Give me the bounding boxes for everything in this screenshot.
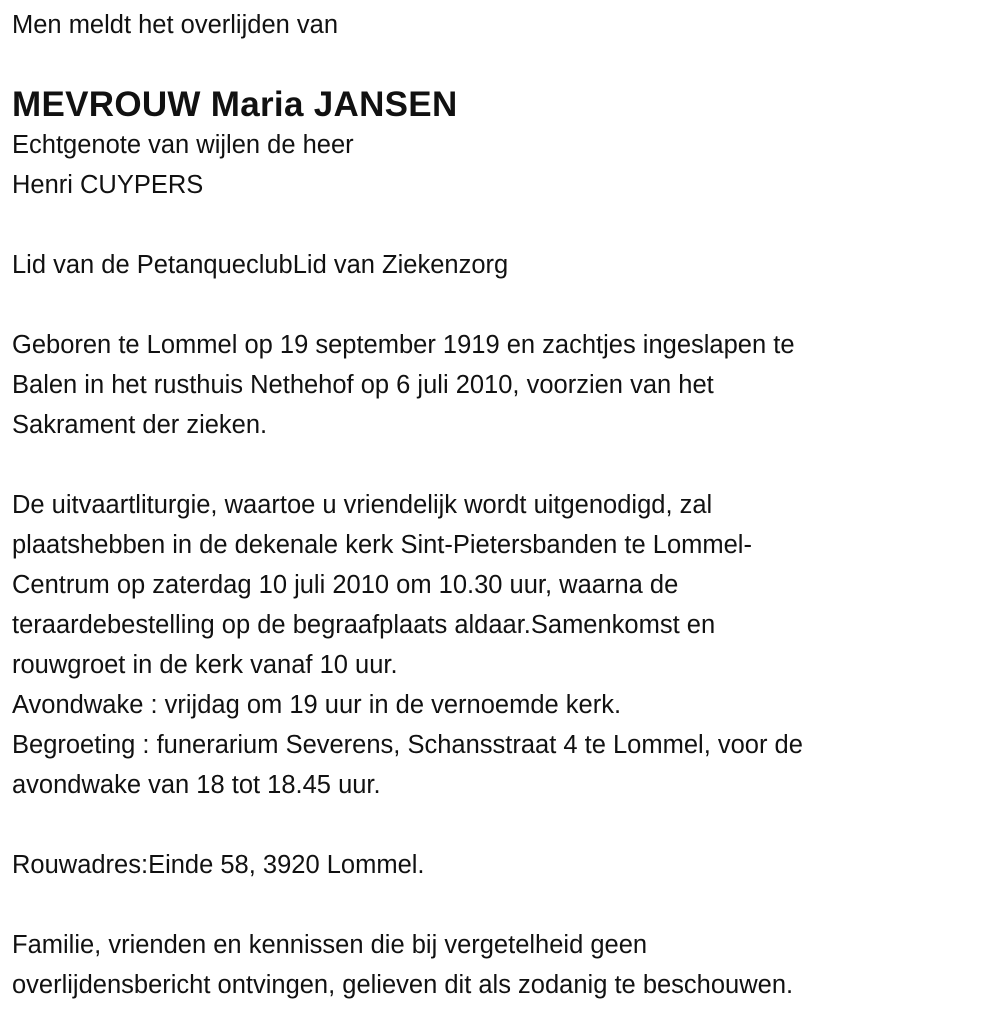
spouse-line: Echtgenote van wijlen de heer (12, 131, 354, 159)
paragraph-line: Begroeting : funerarium Severens, Schansstraat 4 te Lommel, voor de (12, 731, 803, 759)
birth-death-paragraph (12, 325, 992, 445)
paragraph-line: avondwake van 18 tot 18.45 uur. (12, 771, 381, 799)
paragraph-line: teraardebestelling op de begraafplaats aldaar.Samenkomst en (12, 611, 716, 639)
spouse-section (12, 125, 992, 205)
closing-paragraph (12, 925, 992, 1005)
paragraph-line: rouwgroet in de kerk vanaf 10 uur. (12, 651, 398, 679)
paragraph-line: Avondwake : vrijdag om 19 uur in de vernoemde kerk. (12, 691, 622, 719)
deceased-name: MEVROUW Maria JANSEN (12, 85, 458, 124)
paragraph-line: De uitvaartliturgie, waartoe u vriendelijk wordt uitgenodigd, zal (12, 491, 713, 519)
paragraph-line: Balen in het rusthuis Nethehof op 6 juli 2010, voorzien van het (12, 371, 714, 399)
paragraph-line: Geboren te Lommel op 19 september 1919 en zachtjes ingeslapen te (12, 331, 795, 359)
paragraph-line: Familie, vrienden en kennissen die bij vergetelheid geen (12, 931, 648, 959)
paragraph-line: Sakrament der zieken. (12, 411, 268, 439)
paragraph-line: plaatshebben in de dekenale kerk Sint-Pietersbanden te Lommel- (12, 531, 752, 559)
mourning-address: Rouwadres:Einde 58, 3920 Lommel. (12, 851, 425, 879)
funeral-paragraph (12, 485, 992, 805)
spouse-name: Henri CUYPERS (12, 171, 204, 199)
obituary-notice (12, 5, 992, 1005)
membership-text: Lid van de PetanqueclubLid van Ziekenzorg (12, 251, 509, 279)
intro-text: Men meldt het overlijden van (12, 11, 339, 39)
paragraph-line: Centrum op zaterdag 10 juli 2010 om 10.30 uur, waarna de (12, 571, 679, 599)
paragraph-line: overlijdensbericht ontvingen, gelieven dit als zodanig te beschouwen. (12, 971, 794, 999)
